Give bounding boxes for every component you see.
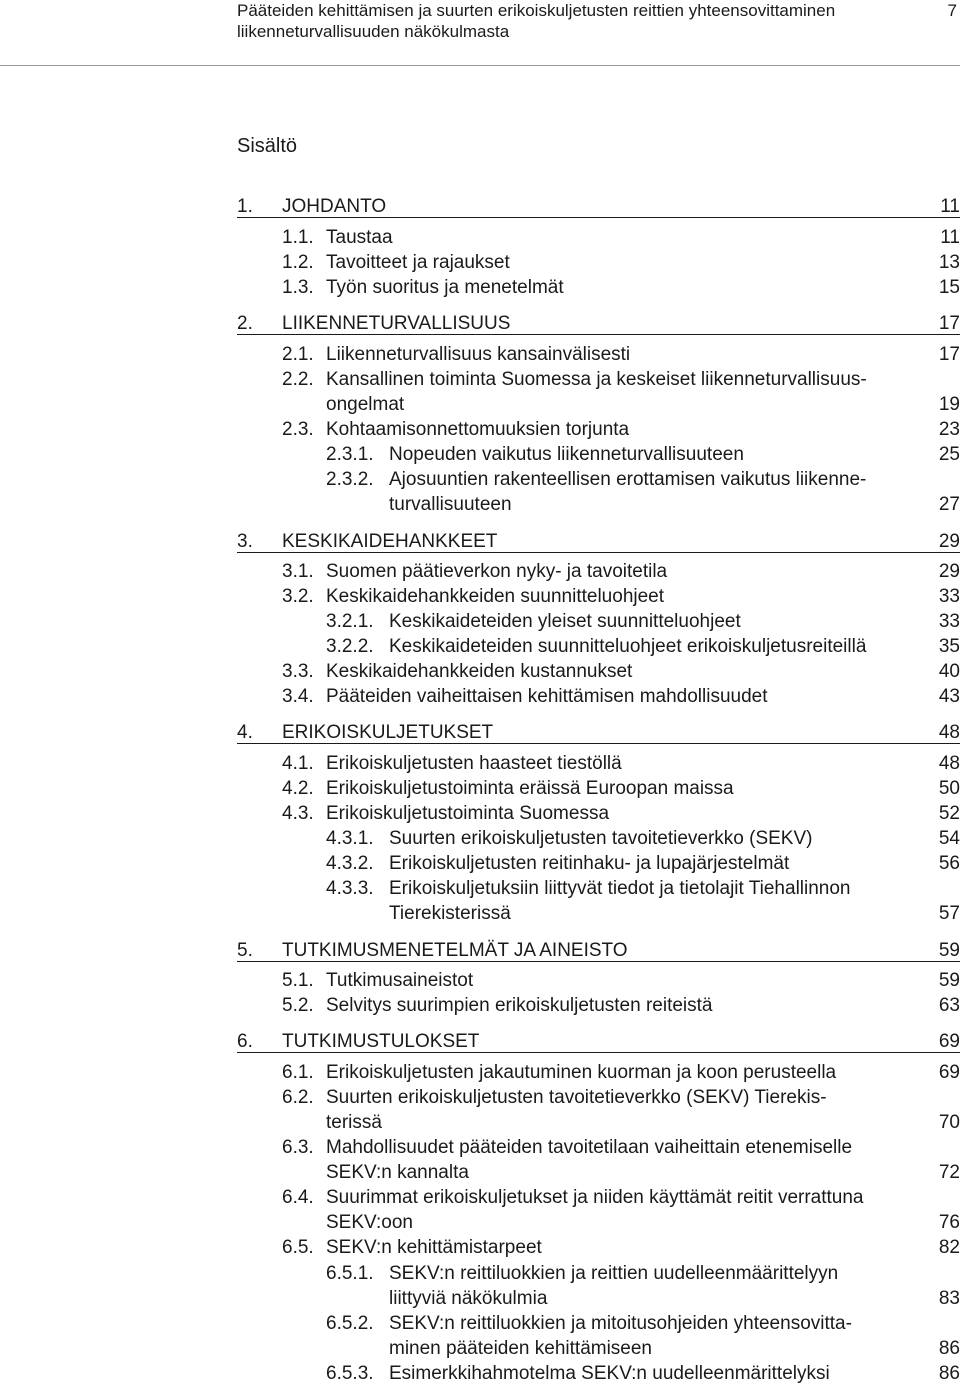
- toc-entry-number: 3.2.: [282, 586, 314, 607]
- toc-entry-number: 4.2.: [282, 778, 314, 799]
- toc-entry-title: Keskikaidehankkeiden suunnitteluohjeet: [326, 586, 665, 607]
- toc-entry-page: 19: [938, 394, 960, 415]
- toc-entry[interactable]: [282, 1235, 960, 1260]
- chapter-underline: [237, 552, 960, 553]
- toc-entry[interactable]: [282, 1135, 960, 1185]
- toc-entry-title: JOHDANTO: [282, 196, 387, 217]
- toc-entry-title: minen pääteiden kehittämiseen: [389, 1338, 653, 1359]
- toc-entry[interactable]: [282, 1185, 960, 1235]
- toc-entry[interactable]: [282, 684, 960, 709]
- chapter-underline: [237, 961, 960, 962]
- toc-entry-title: Tavoitteet ja rajaukset: [326, 252, 510, 273]
- toc-entry-number: 6.4.: [282, 1187, 314, 1208]
- toc-entry-title: ERIKOISKULJETUKSET: [282, 722, 494, 743]
- toc-entry[interactable]: [282, 367, 960, 417]
- toc-entry-number: 3.2.1.: [326, 611, 374, 632]
- toc-entry-number: 1.: [237, 196, 253, 217]
- toc-entry-page: 25: [938, 444, 960, 465]
- toc-entry-title: SEKV:n reittiluokkien ja reittien uudelleenmäärittelyyn: [389, 1263, 839, 1284]
- running-header-title: Pääteiden kehittämisen ja suurten erikoiskuljetusten reittien yhteensovittaminen liikenneturvallisuuden näkökulmasta: [237, 1, 836, 41]
- toc-entry[interactable]: [282, 342, 960, 367]
- toc-entry-number: 1.3.: [282, 277, 314, 298]
- toc-entry-title: Suomen päätieverkon nyky- ja tavoitetila: [326, 561, 668, 582]
- toc-entry-number: 3.: [237, 531, 253, 552]
- toc-entry-title: Tutkimusaineistot: [326, 970, 474, 991]
- toc-entry-page: 50: [938, 778, 960, 799]
- toc-entry-title: terissä: [326, 1112, 382, 1133]
- chapter-underline: [237, 217, 960, 218]
- toc-entry-title: Erikoiskuljetustoiminta eräissä Euroopan maissa: [326, 778, 734, 799]
- toc-entry-title: SEKV:n kannalta: [326, 1162, 469, 1183]
- toc-entry-page: 43: [938, 686, 960, 707]
- toc-chapter-entry[interactable]: [237, 1029, 960, 1054]
- toc-entry[interactable]: [326, 1361, 960, 1386]
- toc-entry-page: 59: [938, 940, 960, 961]
- toc-entry[interactable]: [326, 1261, 960, 1311]
- toc-entry-number: 4.3.3.: [326, 878, 374, 899]
- toc-chapter-entry[interactable]: [237, 938, 960, 963]
- toc-entry-page: 17: [938, 344, 960, 365]
- toc-entry[interactable]: [282, 968, 960, 993]
- toc-entry-number: 4.3.2.: [326, 853, 374, 874]
- toc-entry-page: 48: [938, 722, 960, 743]
- toc-entry-number: 2.1.: [282, 344, 314, 365]
- toc-entry-number: 5.: [237, 940, 253, 961]
- toc-entry[interactable]: [282, 250, 960, 275]
- toc-entry-page: 13: [938, 252, 960, 273]
- toc-entry-title: Erikoiskuljetusten haasteet tiestöllä: [326, 753, 622, 774]
- toc-entry[interactable]: [326, 442, 960, 467]
- toc-entry-title: Erikoiskuljetuksiin liittyvät tiedot ja tietolajit Tiehallinnon: [389, 878, 851, 899]
- toc-entry-page: 69: [938, 1031, 960, 1052]
- toc-entry-number: 1.1.: [282, 227, 314, 248]
- toc-entry-number: 2.3.1.: [326, 444, 374, 465]
- toc-entry-page: 33: [938, 586, 960, 607]
- toc-entry-page: 86: [938, 1363, 960, 1384]
- toc-entry-title: Keskikaidehankkeiden kustannukset: [326, 661, 633, 682]
- toc-entry[interactable]: [326, 876, 960, 926]
- page-number: 7: [947, 1, 957, 20]
- toc-entry-title: TUTKIMUSMENETELMÄT JA AINEISTO: [282, 940, 628, 961]
- toc-entry-page: 76: [938, 1212, 960, 1233]
- toc-entry-title: Selvitys suurimpien erikoiskuljetusten reiteistä: [326, 995, 713, 1016]
- chapter-underline: [237, 743, 960, 744]
- toc-chapter-entry[interactable]: [237, 194, 960, 219]
- toc-entry-title: LIIKENNETURVALLISUUS: [282, 313, 511, 334]
- toc-entry-number: 4.: [237, 722, 253, 743]
- toc-entry-title: Tierekisterissä: [389, 903, 511, 924]
- toc-entry[interactable]: [282, 559, 960, 584]
- toc-entry[interactable]: [282, 993, 960, 1018]
- toc-entry-number: 3.3.: [282, 661, 314, 682]
- toc-entry-title: SEKV:oon: [326, 1212, 413, 1233]
- toc-entry-title: Erikoiskuljetusten jakautuminen kuorman ja koon perusteella: [326, 1062, 837, 1083]
- toc-entry-title: SEKV:n reittiluokkien ja mitoitusohjeiden yhteensovitta-: [389, 1313, 852, 1334]
- running-header: [237, 0, 960, 66]
- toc-entry-title: Erikoiskuljetusten reitinhaku- ja lupajärjestelmät: [389, 853, 790, 874]
- toc-entry-page: 57: [938, 903, 960, 924]
- toc-entry[interactable]: [282, 1085, 960, 1135]
- toc-entry-title: Esimerkkihahmotelma SEKV:n uudelleenmärittelyksi: [389, 1363, 830, 1384]
- toc-entry-page: 48: [938, 753, 960, 774]
- toc-entry-title: Suurimmat erikoiskuljetukset ja niiden käyttämät reitit verrattuna: [326, 1187, 864, 1208]
- toc-entry-page: 11: [940, 227, 960, 248]
- toc-entry-page: 27: [938, 494, 960, 515]
- toc-heading: Sisältö: [237, 135, 298, 157]
- toc-entry-page: 15: [938, 277, 960, 298]
- toc-entry-page: 11: [940, 196, 960, 217]
- toc-entry-number: 5.1.: [282, 970, 314, 991]
- toc-entry-title: Kohtaamisonnettomuuksien torjunta: [326, 419, 630, 440]
- toc-entry-number: 2.: [237, 313, 253, 334]
- toc-entry-title: Kansallinen toiminta Suomessa ja keskeiset liikenneturvallisuus-: [326, 369, 867, 390]
- toc-entry-page: 59: [938, 970, 960, 991]
- toc-entry-page: 69: [938, 1062, 960, 1083]
- toc-entry-number: 2.2.: [282, 369, 314, 390]
- toc-entry-page: 83: [938, 1288, 960, 1309]
- toc-entry-page: 56: [938, 853, 960, 874]
- toc-chapter-entry[interactable]: [237, 311, 960, 336]
- toc-entry-number: 6.5.: [282, 1237, 314, 1258]
- toc-entry[interactable]: [282, 225, 960, 250]
- chapter-underline: [237, 1052, 960, 1053]
- chapter-underline: [237, 334, 960, 335]
- toc-entry-page: 86: [938, 1338, 960, 1359]
- toc-entry-page: 29: [938, 561, 960, 582]
- toc-entry-number: 6.1.: [282, 1062, 314, 1083]
- toc-entry-title: Suurten erikoiskuljetusten tavoitetieverkko (SEKV): [389, 828, 813, 849]
- toc-entry-page: 35: [938, 636, 960, 657]
- toc-entry-title: Liikenneturvallisuus kansainvälisesti: [326, 344, 631, 365]
- toc-entry-page: 72: [938, 1162, 960, 1183]
- toc-entry-title: SEKV:n kehittämistarpeet: [326, 1237, 542, 1258]
- toc-entry-page: 29: [938, 531, 960, 552]
- toc-entry-number: 6.5.2.: [326, 1313, 374, 1334]
- toc-entry-title: Työn suoritus ja menetelmät: [326, 277, 564, 298]
- toc-entry-title: ongelmat: [326, 394, 405, 415]
- toc-entry-title: KESKIKAIDEHANKKEET: [282, 531, 498, 552]
- toc-entry[interactable]: [326, 826, 960, 851]
- toc-entry[interactable]: [326, 467, 960, 517]
- toc-entry-page: 17: [938, 313, 960, 334]
- toc-entry-title: Keskikaideteiden yleiset suunnitteluohjeet: [389, 611, 741, 632]
- toc-entry-page: 40: [938, 661, 960, 682]
- toc-chapter-entry[interactable]: [237, 529, 960, 554]
- toc-entry-number: 3.2.2.: [326, 636, 374, 657]
- toc-entry-title: Taustaa: [326, 227, 393, 248]
- toc-entry-page: 63: [938, 995, 960, 1016]
- toc-entry-number: 3.4.: [282, 686, 314, 707]
- toc-entry-number: 2.3.: [282, 419, 314, 440]
- toc-entry[interactable]: [282, 751, 960, 776]
- toc-entry[interactable]: [282, 275, 960, 300]
- toc-entry[interactable]: [282, 417, 960, 442]
- toc-entry-page: 54: [938, 828, 960, 849]
- toc-entry-page: 23: [938, 419, 960, 440]
- toc-entry[interactable]: [282, 801, 960, 826]
- toc-entry-number: 5.2.: [282, 995, 314, 1016]
- toc-entry[interactable]: [326, 851, 960, 876]
- toc-entry-page: 33: [938, 611, 960, 632]
- toc-entry[interactable]: [282, 584, 960, 609]
- toc-entry-page: 52: [938, 803, 960, 824]
- toc-entry[interactable]: [282, 776, 960, 801]
- toc-entry-number: 4.1.: [282, 753, 314, 774]
- toc-entry-number: 6.: [237, 1031, 253, 1052]
- toc-entry-number: 6.5.3.: [326, 1363, 374, 1384]
- toc-entry-number: 1.2.: [282, 252, 314, 273]
- toc-entry[interactable]: [326, 609, 960, 634]
- toc-entry-title: Erikoiskuljetustoiminta Suomessa: [326, 803, 610, 824]
- toc-entry-number: 6.5.1.: [326, 1263, 374, 1284]
- toc-entry-title: Ajosuuntien rakenteellisen erottamisen vaikutus liikenne-: [389, 469, 867, 490]
- toc-entry[interactable]: [282, 659, 960, 684]
- toc-entry-title: Pääteiden vaiheittaisen kehittämisen mahdollisuudet: [326, 686, 768, 707]
- toc-entry[interactable]: [326, 1311, 960, 1361]
- toc-entry-title: Keskikaideteiden suunnitteluohjeet erikoiskuljetusreiteillä: [389, 636, 867, 657]
- toc-entry-title: turvallisuuteen: [389, 494, 512, 515]
- toc-entry[interactable]: [282, 1060, 960, 1085]
- toc-entry-number: 4.3.: [282, 803, 314, 824]
- toc-entry-title: TUTKIMUSTULOKSET: [282, 1031, 480, 1052]
- toc-entry-title: liittyviä näkökulmia: [389, 1288, 548, 1309]
- toc-entry-page: 70: [938, 1112, 960, 1133]
- toc-entry-title: Mahdollisuudet pääteiden tavoitetilaan vaiheittain etenemiselle: [326, 1137, 853, 1158]
- toc-entry-title: Nopeuden vaikutus liikenneturvallisuuteen: [389, 444, 744, 465]
- toc-entry-number: 2.3.2.: [326, 469, 374, 490]
- toc-entry-number: 4.3.1.: [326, 828, 374, 849]
- toc-entry-number: 6.2.: [282, 1087, 314, 1108]
- toc-entry-number: 3.1.: [282, 561, 314, 582]
- header-divider: [0, 65, 960, 66]
- toc-entry-title: Suurten erikoiskuljetusten tavoitetieverkko (SEKV) Tierekis-: [326, 1087, 827, 1108]
- toc-entry-page: 82: [938, 1237, 960, 1258]
- toc-entry-number: 6.3.: [282, 1137, 314, 1158]
- toc-chapter-entry[interactable]: [237, 720, 960, 745]
- toc-entry[interactable]: [326, 634, 960, 659]
